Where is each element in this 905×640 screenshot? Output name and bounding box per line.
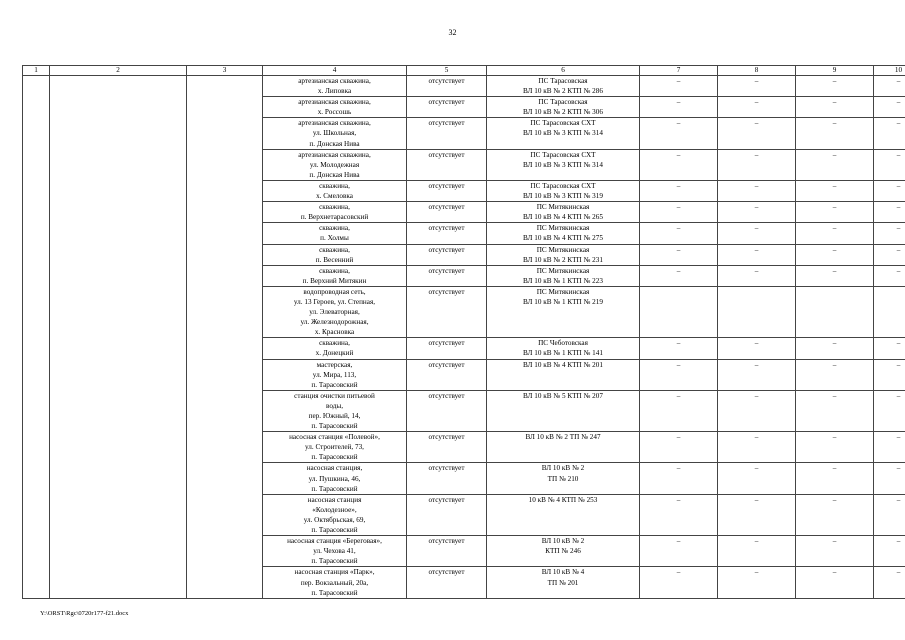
cell-line: скважина,: [319, 266, 350, 275]
cell-c5: отсутствует: [407, 223, 487, 244]
column-header: 6: [487, 66, 640, 76]
cell-c4: [263, 390, 407, 431]
cell-line: ВЛ 10 кВ № 3 КТП № 314: [523, 160, 603, 169]
page-number: 32: [448, 28, 457, 37]
cell-line: 10 кВ № 4 КТП № 253: [528, 495, 598, 504]
cell-c7: –: [640, 536, 718, 567]
cell-line: артезианская скважина,: [298, 119, 371, 128]
cell-line: п. Донская Нива: [309, 139, 360, 148]
cell-c7: –: [640, 390, 718, 431]
cell-c6: [487, 244, 640, 265]
cell-c8: [718, 286, 796, 337]
cell-c10: –: [874, 149, 905, 180]
cell-line: ТП № 201: [547, 578, 579, 587]
cell-c5: отсутствует: [407, 567, 487, 598]
cell-c8: –: [718, 338, 796, 359]
cell-c5: отсутствует: [407, 76, 487, 97]
cell-c10: –: [874, 118, 905, 149]
cell-line: ПС Митякинская: [536, 245, 590, 254]
cell-c10: –: [874, 223, 905, 244]
cell-c7: –: [640, 180, 718, 201]
cell-c8: –: [718, 97, 796, 118]
cell-line: п. Холмы: [320, 234, 349, 243]
cell-line: ВЛ 10 кВ № 2: [541, 464, 585, 473]
cell-c8: –: [718, 223, 796, 244]
header-row: [23, 66, 905, 76]
cell-c7: –: [640, 494, 718, 535]
cell-line: артезианская скважина,: [298, 150, 371, 159]
cell-line: ВЛ 10 кВ № 1 КТП № 219: [523, 297, 603, 306]
cell-line: п. Тарасовский: [311, 588, 358, 597]
cell-c8: –: [718, 149, 796, 180]
cell-c6: [487, 567, 640, 598]
column-header: 4: [263, 66, 407, 76]
cell-line: станция очистки питьевой: [294, 391, 375, 400]
cell-line: ПС Тарасовская СХТ: [530, 150, 596, 159]
cell-c9: –: [796, 567, 874, 598]
cell-c8: –: [718, 76, 796, 97]
cell-line: п. Тарасовский: [311, 526, 358, 535]
cell-c9: –: [796, 202, 874, 223]
cell-c4: [263, 286, 407, 337]
cell-line: ул. Октябрьская, 69,: [303, 515, 366, 524]
cell-c6: [487, 463, 640, 494]
cell-c7: –: [640, 432, 718, 463]
cell-c10: –: [874, 338, 905, 359]
cell-c6: [487, 432, 640, 463]
cell-c4: [263, 463, 407, 494]
cell-c4: [263, 494, 407, 535]
cell-c5: отсутствует: [407, 180, 487, 201]
cell-c6: [487, 223, 640, 244]
cell-c4: [263, 118, 407, 149]
cell-c6: [487, 180, 640, 201]
cell-line: артезианская скважина,: [298, 98, 371, 107]
cell-line: ВЛ 10 кВ № 2 ТП № 247: [525, 433, 601, 442]
cell-c8: –: [718, 244, 796, 265]
cell-c6: [487, 359, 640, 390]
cell-line: ПС Тарасовская: [538, 98, 588, 107]
cell-c10: –: [874, 567, 905, 598]
column-header: 10: [874, 66, 905, 76]
cell-line: насосная станция «Парк»,: [294, 568, 375, 577]
cell-c9: –: [796, 265, 874, 286]
cell-c6: [487, 494, 640, 535]
cell-c6: [487, 390, 640, 431]
cell-c5: отсутствует: [407, 338, 487, 359]
cell-line: воды,: [325, 401, 343, 410]
cell-c4: [263, 359, 407, 390]
cell-line: х. Смеловка: [316, 192, 353, 201]
cell-c7: –: [640, 338, 718, 359]
cell-line: ПС Тарасовская СХТ: [530, 119, 596, 128]
cell-c4: [263, 202, 407, 223]
cell-c5: отсутствует: [407, 359, 487, 390]
cell-c8: –: [718, 180, 796, 201]
cell-c7: –: [640, 97, 718, 118]
cell-c10: –: [874, 265, 905, 286]
cell-line: ВЛ 10 кВ № 2 КТП № 231: [523, 255, 603, 264]
cell-c8: –: [718, 202, 796, 223]
cell-line: артезианская скважина,: [298, 77, 371, 85]
cell-line: ул. Школьная,: [312, 129, 357, 138]
cell-line: скважина,: [319, 224, 350, 233]
cell-line: х. Донецкий: [315, 349, 354, 358]
cell-line: ПС Митякинская: [536, 287, 590, 296]
cell-line: х. Красновка: [314, 328, 355, 337]
cell-line: ул. Строителей, 73,: [305, 443, 364, 452]
cell-line: насосная станция: [307, 495, 362, 504]
cell-line: ул. Молодежная: [309, 160, 360, 169]
cell-line: насосная станция «Полевой»,: [289, 433, 380, 442]
cell-c7: –: [640, 118, 718, 149]
cell-col3: [187, 76, 263, 599]
cell-line: скважина,: [319, 181, 350, 190]
cell-line: х. Липовка: [317, 87, 352, 96]
cell-c5: отсутствует: [407, 432, 487, 463]
column-header: 9: [796, 66, 874, 76]
cell-line: насосная станция,: [306, 464, 363, 473]
cell-line: ВЛ 10 кВ № 4 КТП № 265: [523, 213, 603, 222]
cell-c5: отсутствует: [407, 286, 487, 337]
cell-c4: [263, 180, 407, 201]
cell-c4: [263, 567, 407, 598]
cell-line: ул. Чехова 41,: [313, 547, 356, 556]
cell-line: ВЛ 10 кВ № 1 КТП № 141: [523, 349, 603, 358]
cell-line: п. Тарасовский: [311, 422, 358, 431]
cell-c10: [874, 286, 905, 337]
cell-line: п. Тарасовский: [311, 453, 358, 462]
cell-line: скважина,: [319, 245, 350, 254]
cell-c9: –: [796, 359, 874, 390]
cell-line: п. Весенний: [315, 255, 354, 264]
cell-c10: –: [874, 76, 905, 97]
cell-c10: –: [874, 390, 905, 431]
cell-c8: –: [718, 359, 796, 390]
cell-line: ПС Тарасовская СХТ: [530, 181, 596, 190]
cell-c7: –: [640, 76, 718, 97]
cell-line: пер. Южный, 14,: [308, 412, 361, 420]
cell-line: ул. Железнодорожная,: [300, 318, 369, 327]
cell-c6: [487, 536, 640, 567]
cell-c6: [487, 286, 640, 337]
cell-line: ВЛ 10 кВ № 4 КТП № 275: [523, 234, 603, 243]
cell-c7: –: [640, 463, 718, 494]
cell-c5: отсутствует: [407, 202, 487, 223]
table-row: [23, 76, 905, 97]
cell-c4: [263, 149, 407, 180]
cell-line: п. Тарасовский: [311, 557, 358, 566]
cell-c9: –: [796, 76, 874, 97]
cell-c4: [263, 97, 407, 118]
column-header: 7: [640, 66, 718, 76]
cell-line: ВЛ 10 кВ № 1 КТП № 223: [523, 276, 603, 285]
cell-line: ВЛ 10 кВ № 2 КТП № 306: [523, 108, 603, 117]
cell-c8: –: [718, 432, 796, 463]
cell-c10: –: [874, 432, 905, 463]
cell-line: пер. Вокзальный, 20а,: [300, 578, 369, 587]
cell-c9: –: [796, 97, 874, 118]
cell-c6: [487, 338, 640, 359]
cell-c10: –: [874, 536, 905, 567]
cell-c4: [263, 338, 407, 359]
cell-c6: [487, 149, 640, 180]
cell-c5: отсутствует: [407, 390, 487, 431]
cell-line: ул. 13 Героев, ул. Степная,: [293, 297, 376, 306]
cell-line: ТП № 210: [547, 474, 579, 483]
cell-c4: [263, 244, 407, 265]
cell-c8: –: [718, 118, 796, 149]
cell-c10: –: [874, 202, 905, 223]
cell-c8: –: [718, 390, 796, 431]
cell-line: водопроводная сеть,: [303, 287, 366, 296]
cell-col2: [50, 76, 187, 599]
column-header: 3: [187, 66, 263, 76]
cell-c6: [487, 202, 640, 223]
cell-c9: –: [796, 149, 874, 180]
cell-c10: –: [874, 180, 905, 201]
cell-c5: отсутствует: [407, 494, 487, 535]
cell-c9: –: [796, 494, 874, 535]
cell-line: насосная станция «Береговая»,: [287, 537, 382, 546]
cell-c9: –: [796, 244, 874, 265]
cell-line: п. Верхний Митякин: [302, 276, 367, 285]
cell-c4: [263, 223, 407, 244]
cell-c7: –: [640, 223, 718, 244]
cell-line: ВЛ 10 кВ № 3 КТП № 319: [523, 192, 603, 201]
cell-c6: [487, 118, 640, 149]
cell-line: ул. Пушкина, 46,: [308, 474, 361, 483]
cell-line: х. Россошь: [317, 108, 352, 117]
cell-c9: –: [796, 463, 874, 494]
cell-line: ВЛ 10 кВ № 2 КТП № 286: [523, 87, 603, 96]
cell-c7: [640, 286, 718, 337]
cell-c4: [263, 76, 407, 97]
cell-c10: –: [874, 494, 905, 535]
cell-c4: [263, 265, 407, 286]
cell-line: ПС Митякинская: [536, 224, 590, 233]
cell-line: скважина,: [319, 203, 350, 212]
cell-line: ПС Митякинская: [536, 266, 590, 275]
cell-line: п. Донская Нива: [309, 170, 360, 179]
cell-c4: [263, 536, 407, 567]
cell-line: п. Верхнетарасовский: [300, 213, 369, 222]
cell-c10: –: [874, 463, 905, 494]
cell-line: мастерская,: [316, 360, 353, 369]
cell-c5: отсутствует: [407, 536, 487, 567]
cell-c5: отсутствует: [407, 265, 487, 286]
cell-c5: отсутствует: [407, 118, 487, 149]
cell-line: ПС Митякинская: [536, 203, 590, 212]
cell-c7: –: [640, 244, 718, 265]
table-body: [23, 76, 905, 599]
cell-c8: –: [718, 463, 796, 494]
cell-c8: –: [718, 567, 796, 598]
cell-c6: [487, 265, 640, 286]
cell-c5: отсутствует: [407, 463, 487, 494]
cell-c6: [487, 76, 640, 97]
column-header: 2: [50, 66, 187, 76]
cell-c9: –: [796, 180, 874, 201]
cell-line: ул. Элеваторная,: [309, 308, 360, 317]
cell-c9: –: [796, 536, 874, 567]
cell-c6: [487, 97, 640, 118]
cell-c9: –: [796, 390, 874, 431]
column-header: 8: [718, 66, 796, 76]
cell-c8: –: [718, 494, 796, 535]
cell-c9: [796, 286, 874, 337]
cell-line: ВЛ 10 кВ № 4 КТП № 201: [523, 360, 603, 369]
cell-line: ПС Чеботовская: [538, 339, 588, 348]
cell-line: ПС Тарасовская: [538, 77, 588, 85]
cell-col1: [23, 76, 50, 599]
cell-line: ВЛ 10 кВ № 2: [541, 537, 585, 546]
column-header: 1: [23, 66, 50, 76]
cell-line: скважина,: [319, 339, 350, 348]
cell-c5: отсутствует: [407, 244, 487, 265]
cell-c7: –: [640, 149, 718, 180]
data-table: [22, 65, 905, 599]
cell-c8: –: [718, 265, 796, 286]
cell-c4: [263, 432, 407, 463]
cell-line: ВЛ 10 кВ № 4: [541, 568, 585, 577]
cell-line: п. Тарасовский: [311, 484, 358, 493]
cell-line: «Колодезное»,: [312, 505, 357, 514]
cell-c9: –: [796, 432, 874, 463]
cell-c7: –: [640, 202, 718, 223]
cell-c8: –: [718, 536, 796, 567]
cell-c9: –: [796, 223, 874, 244]
cell-c10: –: [874, 97, 905, 118]
cell-c10: –: [874, 244, 905, 265]
cell-line: ВЛ 10 кВ № 5 КТП № 207: [523, 391, 603, 400]
cell-line: КТП № 246: [545, 547, 581, 556]
cell-line: п. Тарасовский: [311, 380, 358, 389]
cell-c9: –: [796, 338, 874, 359]
cell-c7: –: [640, 265, 718, 286]
footer-file-path: Y:\ORST\Rgc\0720r177-f21.docx: [40, 610, 129, 617]
cell-c5: отсутствует: [407, 97, 487, 118]
cell-c9: –: [796, 118, 874, 149]
cell-c7: –: [640, 567, 718, 598]
cell-line: ул. Мира, 113,: [312, 370, 357, 379]
cell-c7: –: [640, 359, 718, 390]
cell-c10: –: [874, 359, 905, 390]
cell-line: ВЛ 10 кВ № 3 КТП № 314: [523, 129, 603, 138]
cell-c5: отсутствует: [407, 149, 487, 180]
column-header: 5: [407, 66, 487, 76]
